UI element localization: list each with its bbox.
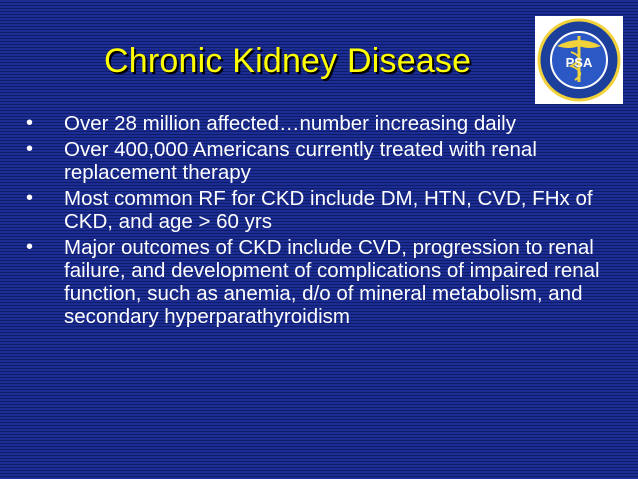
slide-title: Chronic Kidney Disease [104, 42, 472, 80]
bullet-item [26, 187, 626, 233]
organization-logo [535, 16, 623, 104]
bullet-item [26, 236, 626, 328]
bullet-text: Over 28 million affected…number increasing daily [64, 112, 516, 135]
bullet-list [26, 112, 626, 331]
logo-monogram: PSA [565, 55, 593, 70]
bullet-text: Most common RF for CKD include DM, HTN, CVD, FHx of CKD, and age > 60 yrs [64, 187, 593, 233]
bullet-glyph: • [26, 187, 34, 209]
bullet-text: Over 400,000 Americans currently treated with renal replacement therapy [64, 138, 537, 184]
bullet-glyph: • [26, 112, 34, 134]
bullet-glyph: • [26, 236, 34, 258]
bullet-glyph: • [26, 138, 34, 160]
bullet-item [26, 138, 626, 184]
bullet-item [26, 112, 626, 135]
bullet-text: Major outcomes of CKD include CVD, progression to renal failure, and development of complications of impaired renal function, such as anemia, d/o of mineral metabolism, and secondary hyperparathyroidism [64, 236, 600, 328]
